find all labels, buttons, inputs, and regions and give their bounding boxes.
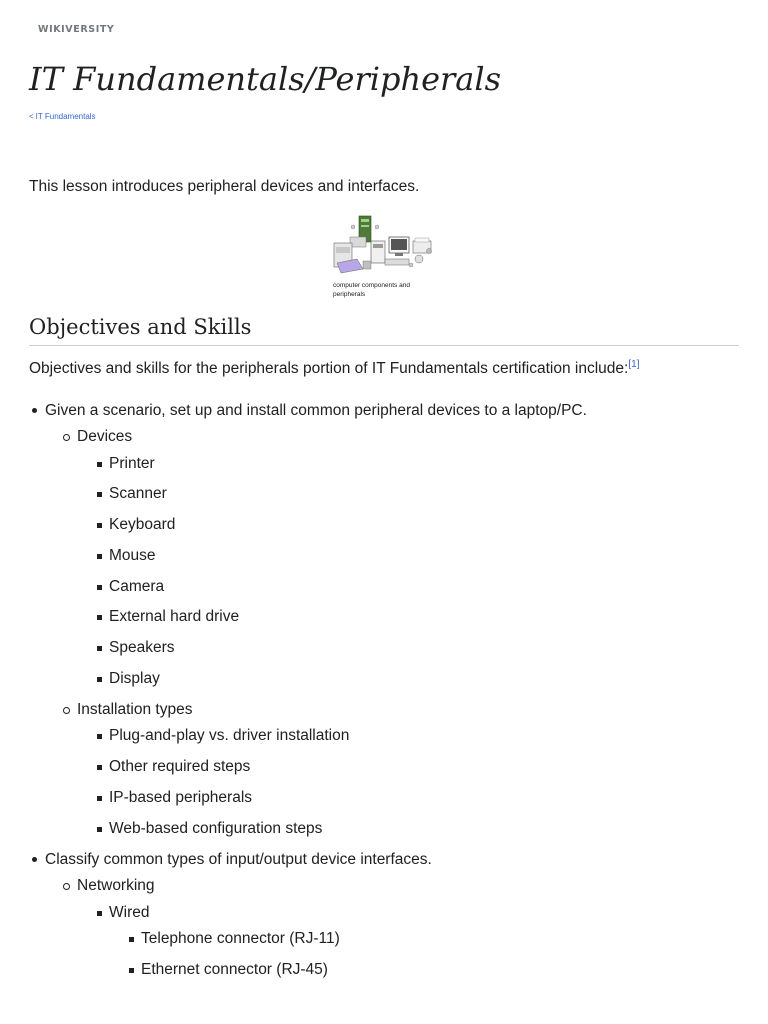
square-bullet xyxy=(97,796,102,801)
square-bullet xyxy=(97,585,102,590)
breadcrumb-link-it-fundamentals[interactable]: IT Fundamentals xyxy=(35,112,96,121)
circle-bullet xyxy=(63,707,70,714)
square-bullet xyxy=(97,462,102,467)
square-bullet xyxy=(97,492,102,497)
list-item-rj11: Telephone connector (RJ-11) xyxy=(141,930,340,947)
reference-link-1[interactable]: [1] xyxy=(628,359,640,370)
breadcrumb-chevron: < xyxy=(29,112,34,121)
list-item-setup-install: Given a scenario, set up and install common peripheral devices to a laptop/PC. xyxy=(45,402,587,419)
square-bullet xyxy=(97,523,102,528)
list-item-ip-based: IP-based peripherals xyxy=(109,789,253,806)
list-item-scanner: Scanner xyxy=(109,485,167,502)
list-item-camera: Camera xyxy=(109,578,165,595)
wikiversity-wordmark[interactable]: WIKIVERSITY xyxy=(38,24,115,35)
section-heading-objectives: Objectives and Skills xyxy=(29,315,739,346)
square-bullet xyxy=(97,827,102,832)
list-item-speakers: Speakers xyxy=(109,639,175,656)
peripherals-illustration[interactable] xyxy=(333,213,437,277)
disc-bullet xyxy=(32,857,37,862)
square-bullet xyxy=(97,734,102,739)
square-bullet xyxy=(97,765,102,770)
list-item-printer: Printer xyxy=(109,455,155,472)
reference-1 xyxy=(628,359,639,370)
objectives-intro xyxy=(29,359,639,378)
list-item-web-config: Web-based configuration steps xyxy=(109,820,323,837)
list-item-devices: Devices xyxy=(77,428,133,445)
square-bullet xyxy=(97,911,102,916)
page-title: IT Fundamentals/Peripherals xyxy=(29,60,502,98)
list-item-rj45: Ethernet connector (RJ-45) xyxy=(141,961,328,978)
circle-bullet xyxy=(63,434,70,441)
list-item-other-steps: Other required steps xyxy=(109,758,251,775)
list-item-display: Display xyxy=(109,670,160,687)
list-item-installation-types: Installation types xyxy=(77,701,193,718)
breadcrumb xyxy=(29,112,96,121)
list-item-plug-and-play: Plug-and-play vs. driver installation xyxy=(109,727,350,744)
list-item-networking: Networking xyxy=(77,877,155,894)
figure-computer-peripherals xyxy=(333,213,437,299)
list-item-mouse: Mouse xyxy=(109,547,156,564)
circle-bullet xyxy=(63,883,70,890)
square-bullet xyxy=(97,646,102,651)
disc-bullet xyxy=(32,408,37,413)
square-bullet xyxy=(129,968,134,973)
list-item-wired: Wired xyxy=(109,904,150,921)
square-bullet xyxy=(97,615,102,620)
figure-caption: computer components and peripherals xyxy=(333,282,410,298)
square-bullet xyxy=(97,677,102,682)
list-item-external-hard-drive: External hard drive xyxy=(109,608,240,625)
square-bullet xyxy=(129,937,134,942)
objectives-intro-text: Objectives and skills for the peripherals portion of IT Fundamentals certification include: xyxy=(29,360,629,377)
list-item-keyboard: Keyboard xyxy=(109,516,176,533)
list-item-classify-interfaces: Classify common types of input/output device interfaces. xyxy=(45,851,432,868)
square-bullet xyxy=(97,554,102,559)
site-header xyxy=(38,19,114,37)
intro-paragraph: This lesson introduces peripheral devices and interfaces. xyxy=(29,178,420,195)
